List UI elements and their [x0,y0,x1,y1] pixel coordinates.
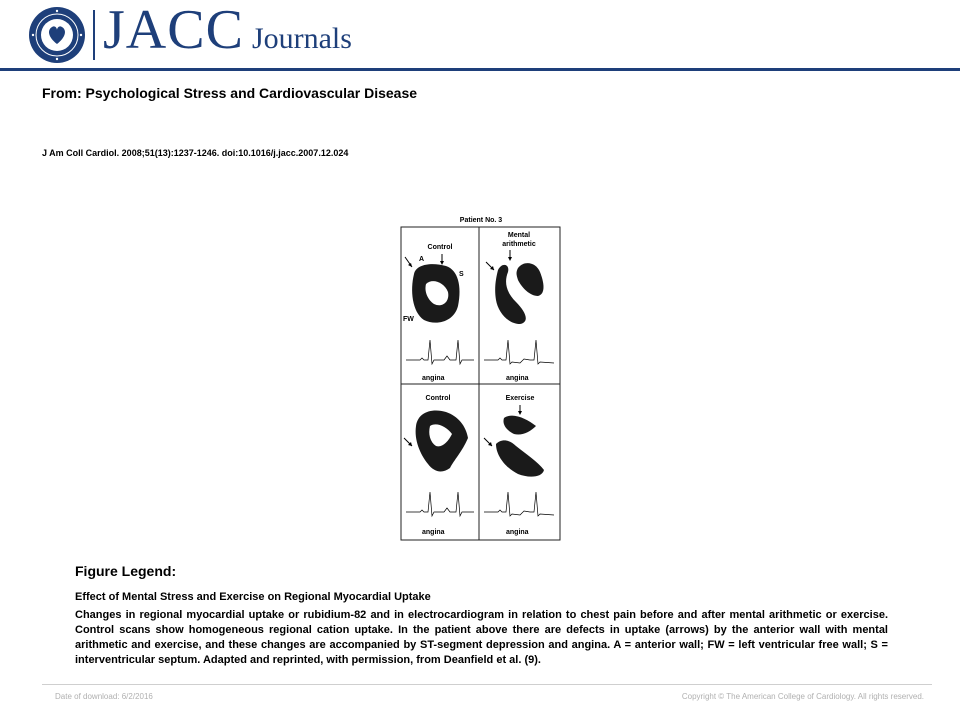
figure-legend-heading: Figure Legend: [75,563,177,579]
panel1-label-s: S [459,271,464,278]
panel1-condition: Control [427,244,453,251]
download-date: Date of download: 6/2/2016 [55,692,153,701]
brand-main: JACC [103,0,244,61]
panel2-condition-line2: arithmetic [502,241,536,248]
panel2-condition-line1: Mental [507,232,531,239]
panel3-ecg-label: angina [422,529,445,536]
figure-legend-text: Changes in regional myocardial uptake or rubidium-82 and in electrocardiogram in relation to chest pain before and after mental arithmetic or exercise. Control scans show homogeneous regional cation uptake. In the patient above there are defects in uptake (arrows) by the anterior wall with mental arithmetic and exercise, and these changes are accompanied by ST-segment depression and angina. A = anterior wall; FW = left ventricular free wall; S = interventricular septum. Adapted and reprinted, with permission, from Deanfield et al. (9). [75,609,888,666]
figure-image [398,212,564,542]
panel1-label-a: A [419,256,425,263]
figure-legend-title: Effect of Mental Stress and Exercise on Regional Myocardial Uptake [75,591,431,603]
panel2-ecg-label: angina [506,375,529,382]
panel1-ecg-label: angina [422,375,445,382]
from-title: From: Psychological Stress and Cardiovascular Disease [42,85,418,101]
panel1-label-fw: FW [403,316,414,323]
brand-sub: Journals [251,22,352,55]
brand-divider [93,10,95,60]
brand-wordmark [103,0,352,61]
copyright-notice: Copyright © The American College of Cardiology. All rights reserved. [681,692,924,701]
figure-title: Patient No. 3 [459,217,503,224]
header [0,0,960,68]
panel4-ecg-label: angina [506,529,529,536]
header-rule [0,68,960,71]
citation: J Am Coll Cardiol. 2008;51(13):1237-1246. doi:10.1016/j.jacc.2007.12.024 [42,148,349,158]
panel3-condition: Control [425,395,451,402]
footer-rule [42,684,932,685]
acc-seal-logo [28,6,86,64]
panel4-condition: Exercise [505,395,535,402]
